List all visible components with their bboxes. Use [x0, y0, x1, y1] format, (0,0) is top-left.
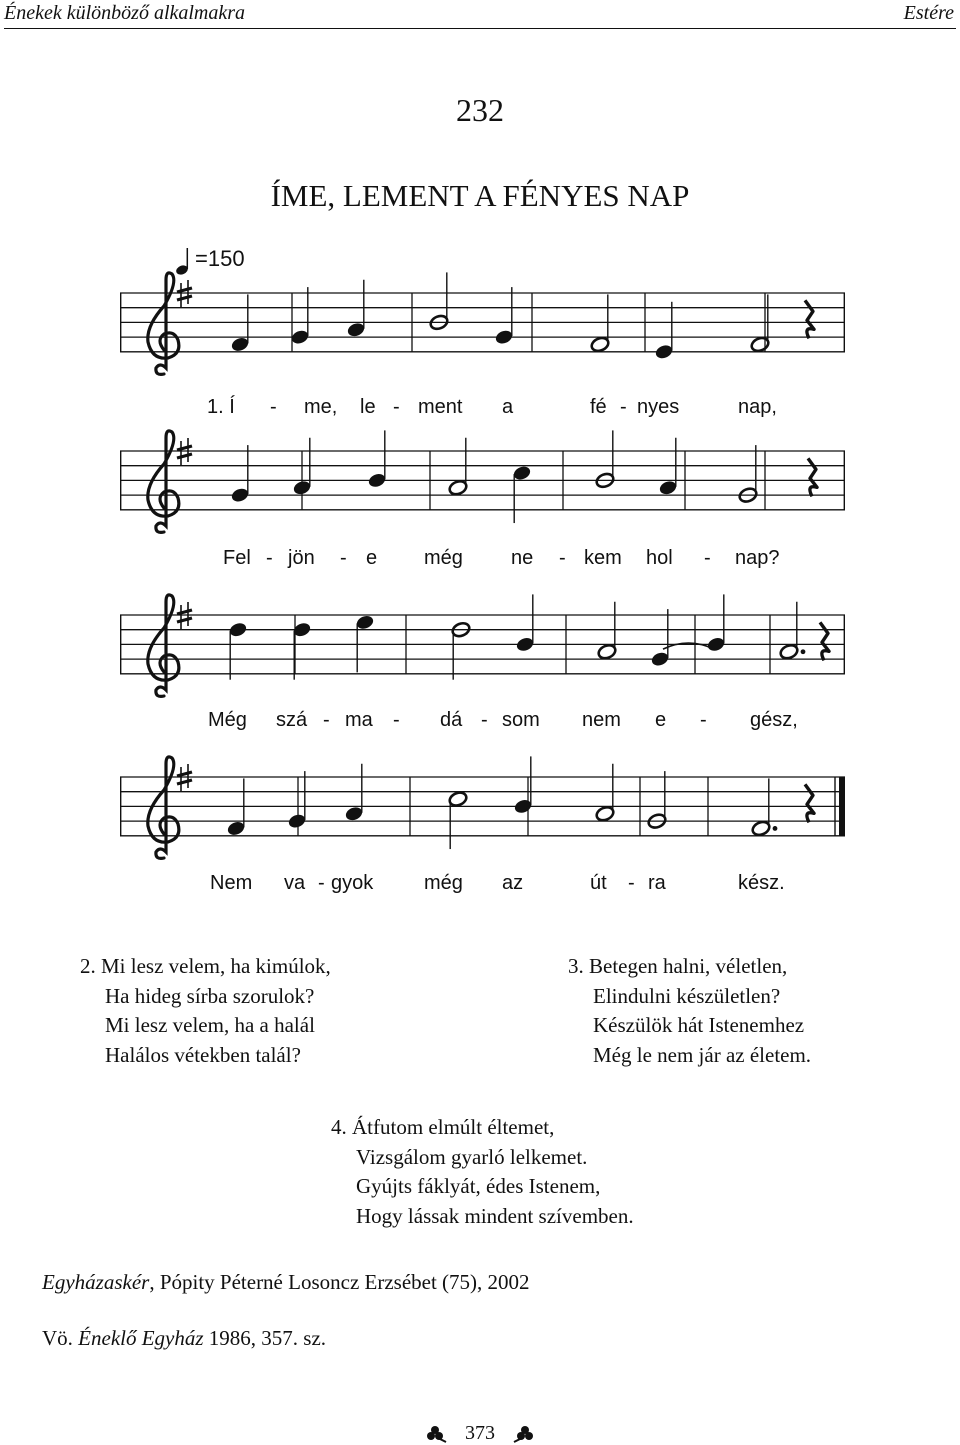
- lyric-hyphen: -: [620, 396, 627, 418]
- dotted-half-note: [779, 602, 806, 661]
- lyric-syllable: 1. Í: [207, 396, 235, 418]
- lyric-syllable: e: [366, 547, 378, 569]
- reference-detail: 1986, 357. sz.: [203, 1326, 327, 1350]
- quarter-note: [226, 778, 246, 837]
- lyric-hyphen: -: [559, 547, 566, 569]
- music-staff-3: [120, 592, 848, 712]
- music-staff-1: [120, 270, 848, 390]
- lyric-syllable: Nem: [210, 872, 253, 894]
- page-footer: [0, 1422, 960, 1445]
- lyric-syllable: som: [502, 709, 540, 731]
- half-note: [448, 438, 468, 497]
- final-bar-line: [839, 777, 845, 836]
- reference-prefix: Vö.: [42, 1326, 79, 1350]
- quarter-rest-icon: [805, 300, 814, 338]
- lyric-syllable: ment: [418, 396, 463, 418]
- quarter-note: [344, 764, 364, 823]
- lyric-syllable: Még: [208, 709, 247, 731]
- treble-clef-icon: [148, 757, 179, 859]
- lyric-syllable: ma: [345, 709, 373, 731]
- quarter-note: [512, 464, 532, 523]
- lyric-syllable: a: [502, 396, 514, 418]
- song-title: ÍME, LEMENT A FÉNYES NAP: [270, 178, 690, 213]
- page-number: 373: [465, 1422, 495, 1444]
- verse-3: [568, 952, 811, 1070]
- lyric-syllable: az: [502, 872, 524, 894]
- quarter-note: [346, 280, 366, 339]
- treble-clef-icon: [148, 273, 179, 375]
- quarter-note: [706, 594, 726, 653]
- half-note: [597, 602, 617, 661]
- lyric-syllable: ra: [648, 872, 666, 894]
- quarter-note: [367, 430, 387, 489]
- tempo-value: =150: [195, 246, 245, 271]
- treble-clef-icon: [148, 595, 179, 697]
- music-staff-4: [120, 754, 848, 874]
- half-note: [595, 764, 615, 823]
- lyric-hyphen: -: [628, 872, 635, 894]
- lyric-syllable: még: [424, 547, 463, 569]
- source-place: Egyházaskér: [42, 1270, 150, 1294]
- quarter-note: [650, 609, 670, 668]
- source-note: [42, 1270, 530, 1295]
- quarter-note: [658, 438, 678, 497]
- lyric-hyphen: -: [393, 396, 400, 418]
- lyric-syllable: dá: [440, 709, 463, 731]
- lyric-hyphen: -: [704, 547, 711, 569]
- lyric-syllable: még: [424, 872, 463, 894]
- quarter-note: [228, 621, 248, 680]
- lyric-syllable: me,: [304, 396, 338, 418]
- quarter-note: [515, 594, 535, 653]
- verse-line: Mi lesz velem, ha a halál: [105, 1013, 315, 1037]
- lyric-hyphen: -: [323, 709, 330, 731]
- verse-line: Halálos vétekben talál?: [105, 1042, 301, 1067]
- quarter-rest-icon: [808, 458, 817, 496]
- quarter-note: [494, 287, 514, 346]
- verse-line: 2. Mi lesz velem, ha kimúlok,: [80, 954, 331, 978]
- dotted-half-note: [751, 778, 778, 837]
- lyric-hyphen: -: [700, 709, 707, 731]
- half-note: [750, 294, 770, 353]
- verse-line: Elindulni készületlen?: [593, 983, 781, 1008]
- lyric-syllable: kem: [584, 547, 622, 569]
- lyric-syllable: gész,: [750, 709, 798, 731]
- quarter-note: [513, 756, 533, 815]
- clover-ornament-icon: [426, 1425, 450, 1443]
- quarter-note: [287, 771, 307, 830]
- clover-ornament-icon: [510, 1425, 534, 1443]
- lyric-hyphen: -: [266, 547, 273, 569]
- quarter-note: [355, 614, 375, 673]
- running-header-left: Énekek különböző alkalmakra: [4, 2, 246, 24]
- treble-clef-icon: [148, 431, 179, 533]
- lyric-syllable: nem: [582, 709, 621, 731]
- lyric-syllable: gyok: [331, 872, 374, 894]
- reference-note: [42, 1326, 326, 1351]
- lyric-syllable: út: [590, 872, 607, 894]
- half-note: [590, 294, 610, 353]
- verse-line: Hogy lássak mindent szívemben.: [356, 1203, 634, 1228]
- verse-line: Vizsgálom gyarló lelkemet.: [356, 1144, 588, 1169]
- verse-line: Ha hideg sírba szorulok?: [105, 983, 315, 1008]
- quarter-rest-icon: [820, 622, 829, 660]
- verse-line: Gyújts fáklyát, édes Istenem,: [356, 1174, 601, 1198]
- verse-2: [80, 952, 331, 1070]
- half-note: [448, 790, 468, 849]
- quarter-note: [290, 287, 310, 346]
- reference-book: Éneklő Egyház: [78, 1326, 204, 1350]
- lyric-syllable: va: [284, 872, 306, 894]
- lyric-hyphen: -: [318, 872, 325, 894]
- verse-line: Még le nem jár az életem.: [593, 1042, 812, 1067]
- lyric-syllable: nyes: [637, 396, 680, 418]
- lyric-syllable: le: [360, 396, 376, 418]
- lyric-hyphen: -: [481, 709, 488, 731]
- lyric-syllable: fé: [590, 396, 607, 418]
- running-header-right: Estére: [903, 2, 954, 24]
- quarter-note: [654, 302, 674, 361]
- lyric-syllable: Fel: [223, 547, 251, 569]
- music-staff-2: [120, 428, 848, 548]
- lyric-syllable: nap?: [735, 547, 780, 569]
- song-number: 232: [456, 92, 504, 128]
- lyric-hyphen: -: [393, 709, 400, 731]
- lyric-hyphen: -: [270, 396, 277, 418]
- source-informant: , Pópity Péterné Losoncz Erzsébet (75), 2002: [149, 1270, 530, 1294]
- verse-line: 3. Betegen halni, véletlen,: [568, 954, 788, 978]
- lyric-syllable: nap,: [738, 396, 777, 418]
- lyric-syllable: jön: [288, 547, 315, 569]
- header-rule: [4, 28, 956, 29]
- lyric-hyphen: -: [340, 547, 347, 569]
- lyric-syllable: hol: [646, 547, 673, 569]
- lyric-syllable: ne: [511, 547, 534, 569]
- verse-line: 4. Átfutom elmúlt éltemet,: [331, 1115, 555, 1139]
- verse-4: [331, 1113, 634, 1231]
- quarter-note: [230, 294, 250, 353]
- lyric-syllable: szá: [276, 709, 308, 731]
- quarter-note: [230, 445, 250, 504]
- lyric-syllable: e: [655, 709, 667, 731]
- quarter-rest-icon: [805, 784, 814, 822]
- lyric-syllable: kész.: [738, 872, 785, 894]
- verse-line: Készülök hát Istenemhez: [593, 1013, 805, 1037]
